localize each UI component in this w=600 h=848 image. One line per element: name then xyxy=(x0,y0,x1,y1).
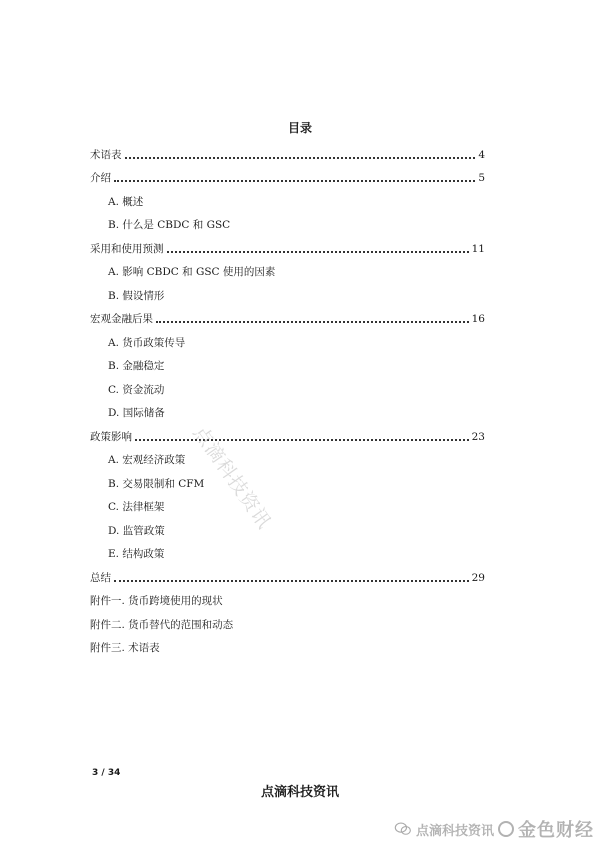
toc-entry-page: 23 xyxy=(471,430,485,443)
toc-entry-label: 采用和使用预测 xyxy=(90,242,164,255)
toc-entry-label: 介绍 xyxy=(90,172,111,184)
toc-entry[interactable] xyxy=(90,585,485,609)
toc-subentry[interactable] xyxy=(90,350,485,374)
toc-subentry[interactable] xyxy=(90,397,485,421)
toc-subentry[interactable] xyxy=(90,279,485,303)
toc-entry-label: A. 影响 CBDC 和 GSC 使用的因素 xyxy=(108,266,276,278)
jinse-logo-icon xyxy=(498,821,514,837)
toc-entry[interactable] xyxy=(90,608,485,632)
toc-subentry[interactable] xyxy=(90,326,485,350)
toc-subentry[interactable] xyxy=(90,256,485,280)
wechat-icon xyxy=(394,822,412,836)
toc-subentry[interactable] xyxy=(90,209,485,233)
toc-entry-label: 术语表 xyxy=(90,148,122,161)
toc-entry-label: A. 货币政策传导 xyxy=(108,336,186,349)
table-of-contents xyxy=(90,138,485,655)
corner-watermark xyxy=(394,816,594,842)
toc-entry-label: A. 概述 xyxy=(108,195,144,208)
toc-entry-page: 29 xyxy=(471,571,485,584)
toc-subentry[interactable] xyxy=(90,538,485,562)
toc-entry-label: C. 法律框架 xyxy=(108,501,165,513)
toc-entry-label: B. 假设情形 xyxy=(108,289,165,302)
toc-entry-label: A. 宏观经济政策 xyxy=(108,454,186,466)
toc-leader-dots xyxy=(114,580,469,582)
toc-entry[interactable] xyxy=(90,632,485,656)
footer-source: 点滴科技资讯 xyxy=(260,785,339,800)
toc-leader-dots xyxy=(114,180,475,182)
toc-entry[interactable] xyxy=(90,232,485,256)
toc-entry[interactable] xyxy=(90,561,485,585)
toc-title: 目录 xyxy=(287,121,312,135)
toc-entry-label: 附件一. 货币跨境使用的现状 xyxy=(90,595,223,607)
toc-subentry[interactable] xyxy=(90,491,485,515)
page-number: 3 / 34 xyxy=(92,768,121,778)
toc-entry-label: B. 交易限制和 CFM xyxy=(108,477,205,490)
corner-watermark-text: 点滴科技资讯 xyxy=(415,823,494,839)
toc-leader-dots xyxy=(167,251,469,253)
toc-subentry[interactable] xyxy=(90,467,485,491)
toc-entry-label: E. 结构政策 xyxy=(108,548,165,560)
toc-entry[interactable] xyxy=(90,303,485,327)
toc-entry-page: 11 xyxy=(471,242,485,255)
toc-leader-dots xyxy=(135,439,469,441)
toc-entry-label: 宏观金融后果 xyxy=(90,313,153,325)
toc-entry-label: 附件三. 术语表 xyxy=(90,642,160,654)
corner-watermark-brand: 金色财经 xyxy=(518,820,594,841)
toc-entry-page: 16 xyxy=(471,313,485,325)
toc-entry[interactable] xyxy=(90,420,485,444)
toc-entry-label: B. 金融稳定 xyxy=(108,360,165,372)
toc-entry-page: 5 xyxy=(478,172,485,184)
toc-leader-dots xyxy=(125,157,476,159)
toc-entry[interactable] xyxy=(90,138,485,162)
toc-entry-label: C. 资金流动 xyxy=(108,383,165,396)
toc-subentry[interactable] xyxy=(90,514,485,538)
toc-leader-dots xyxy=(156,321,469,323)
toc-entry-label: 附件二. 货币替代的范围和动态 xyxy=(90,618,234,631)
toc-entry-label: B. 什么是 CBDC 和 GSC xyxy=(108,219,231,231)
toc-entry-label: 政策影响 xyxy=(90,430,132,443)
toc-subentry[interactable] xyxy=(90,444,485,468)
toc-entry-label: D. 国际储备 xyxy=(108,407,165,419)
toc-subentry[interactable] xyxy=(90,373,485,397)
toc-entry-label: D. 监管政策 xyxy=(108,524,165,537)
toc-subentry[interactable] xyxy=(90,185,485,209)
toc-entry-page: 4 xyxy=(478,148,485,161)
toc-entry-label: 总结 xyxy=(90,571,111,584)
diagonal-watermark: 点滴科技资讯 xyxy=(188,422,276,534)
toc-entry[interactable] xyxy=(90,162,485,186)
